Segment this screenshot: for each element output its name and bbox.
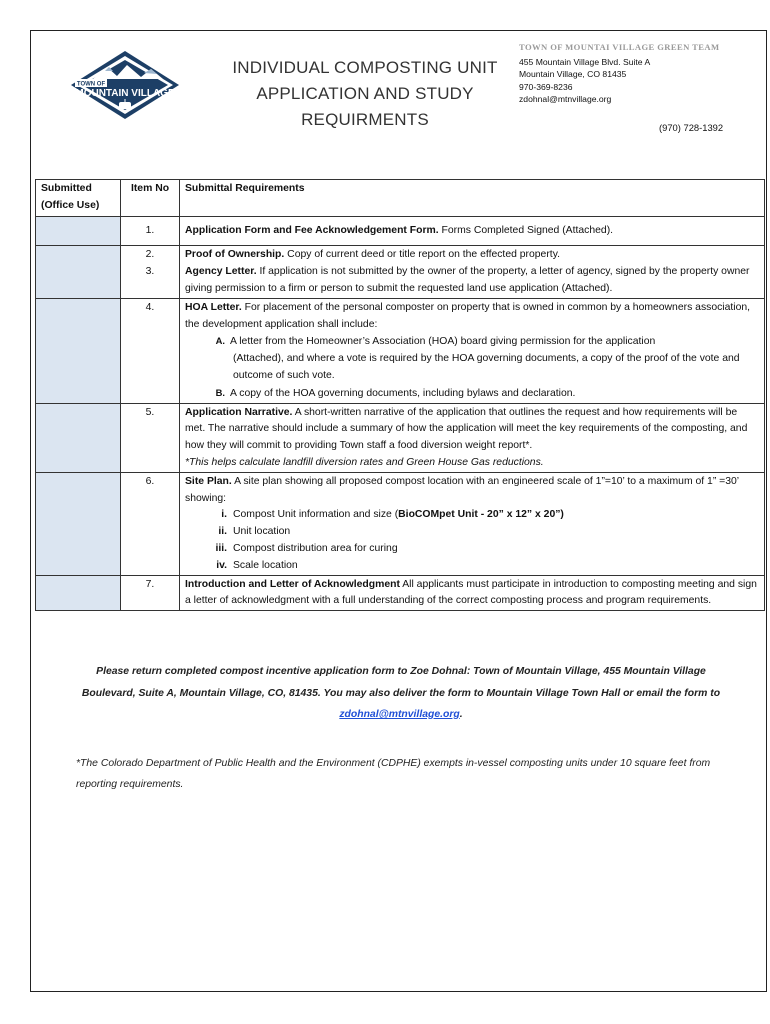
roman-label: iv.: [216, 559, 227, 571]
requirement-text: [180, 216, 765, 246]
roman-text: Compost distribution area for curing: [233, 542, 398, 554]
item-number: 6.: [121, 472, 180, 575]
title-line-3: REQUIRMENTS: [301, 110, 429, 129]
sub-item-text: A copy of the HOA governing documents, including bylaws and declaration.: [230, 387, 576, 399]
sub-item-continued: (Attached), and where a vote is required by the HOA governing documents, a copy of the proof of the vote and outcome of such vote.: [233, 353, 740, 381]
requirement-text: [180, 403, 765, 472]
table-row: [36, 472, 765, 575]
roman-text: Unit location: [233, 526, 291, 538]
item-number-2: 2.: [145, 249, 155, 261]
contact-block: [519, 41, 720, 106]
email-link[interactable]: zdohnal@mtnvillage.org: [339, 709, 460, 720]
town-logo: [69, 49, 181, 121]
item-number: [121, 246, 180, 298]
requirement-text: [180, 575, 765, 611]
requirement-body: All applicants must participate in introduction to composting meeting and sign a letter of acknowledgment with a full understanding of the correct composting process and program requirements.: [185, 578, 757, 607]
roman-item: [185, 541, 759, 558]
sub-item: [185, 385, 759, 403]
office-use-checkbox[interactable]: [36, 403, 121, 472]
contact-address-2: Mountain Village, CO 81435: [519, 69, 627, 79]
return-end: .: [459, 709, 463, 720]
roman-label: iii.: [215, 542, 227, 554]
requirement-body: For placement of the personal composter on property that is owned in common by a homeowners association, the development application shall include:: [185, 301, 751, 330]
return-instructions: [71, 661, 731, 726]
table-row: [36, 246, 765, 298]
roman-item: [185, 507, 759, 524]
item-number: 5.: [121, 403, 180, 472]
requirement-body: Copy of current deed or title report on the effected property.: [284, 249, 560, 261]
roman-item: [185, 558, 759, 575]
requirement-body: If application is not submitted by the owner of the property, a letter of agency, signed by the property owner giving permission to a firm or person to submit the requested land use application (Attached).: [185, 266, 750, 294]
logo-top-text: TOWN OF: [76, 81, 106, 88]
requirement-title: Proof of Ownership.: [185, 249, 285, 261]
requirement-2: [185, 247, 759, 264]
requirement-text: [180, 472, 765, 575]
item-number-3: 3.: [145, 266, 155, 278]
title-line-1: INDIVIDUAL COMPOSTING UNIT: [232, 58, 498, 77]
office-use-checkbox[interactable]: [36, 575, 121, 611]
table-header-row: [36, 180, 765, 217]
roman-text: Compost Unit information and size (: [233, 509, 399, 521]
roman-label: ii.: [218, 526, 227, 538]
header-item-no: Item No: [121, 180, 180, 217]
office-use-checkbox[interactable]: [36, 246, 121, 298]
requirement-body: A site plan showing all proposed compost location with an engineered scale of 1”=10’ to a maximum of 1” =30’ showing:: [185, 475, 739, 504]
contact-phone: 970-369-8236: [519, 81, 573, 92]
requirement-title: Application Form and Fee Acknowledgement Form.: [185, 224, 439, 236]
contact-email: zdohnal@mtnvillage.org: [519, 94, 612, 104]
contact-org: TOWN OF MOUNTAI VILLAGE GREEN TEAM: [519, 42, 720, 52]
sub-item-label: B.: [215, 386, 225, 398]
office-use-checkbox[interactable]: [36, 216, 121, 246]
requirement-title: Introduction and Letter of Acknowledgment: [185, 578, 400, 590]
sub-item: [185, 333, 759, 351]
sub-item-label: A.: [215, 335, 225, 347]
table-row: [36, 298, 765, 403]
requirement-title: Application Narrative.: [185, 406, 293, 418]
table-row: [36, 216, 765, 246]
return-text: Please return completed compost incentive application form to Zoe Dohnal: Town of Mountain Village, 455 Mountain Village Boulevard, Suite A, Mountain Village, CO, 81435. You may also deliver the form to Mountain Village Town Hall or email the form to: [81, 666, 721, 699]
item-number: 4.: [121, 298, 180, 403]
table-row: [36, 575, 765, 611]
document-page: [30, 30, 767, 992]
requirement-body: Forms Completed Signed (Attached).: [438, 224, 614, 236]
document-title: [227, 55, 503, 133]
requirement-title: HOA Letter.: [185, 301, 242, 313]
office-use-checkbox[interactable]: [36, 472, 121, 575]
roman-text: Scale location: [233, 559, 298, 571]
title-line-2: APPLICATION AND STUDY: [256, 84, 474, 103]
contact-address-1: 455 Mountain Village Blvd. Suite A: [519, 56, 651, 67]
item-number: 7.: [121, 575, 180, 611]
header-requirements: Submittal Requirements: [180, 180, 765, 217]
table-row: [36, 403, 765, 472]
office-use-checkbox[interactable]: [36, 298, 121, 403]
cdphe-footnote: *The Colorado Department of Public Health and the Environment (CDPHE) exempts in-vessel composting units under 10 square feet from reporting requirements.: [76, 758, 711, 790]
requirement-title: Site Plan.: [185, 475, 232, 487]
item-number: 1.: [121, 216, 180, 246]
requirements-table: [35, 179, 765, 611]
requirement-title: Agency Letter.: [185, 266, 257, 278]
requirement-3: [185, 264, 759, 298]
roman-label: i.: [221, 509, 227, 521]
roman-bold: BioCOMpet Unit - 20” x 12” x 20”): [398, 509, 564, 521]
requirement-body: A short-written narrative of the application that outlines the request and how requirements will be met. The narrative should include a summary of how the application will meet the key requirements of the composting, and how they will commit to providing Town staff a food diversion weight report*.: [185, 406, 748, 452]
logo-main-text: MOUNTAIN VILLAGE: [75, 88, 175, 99]
sub-item-text: A letter from the Homeowner’s Association (HOA) board giving permission for the application: [230, 336, 656, 348]
roman-item: [185, 524, 759, 541]
requirement-text: [180, 246, 765, 298]
secondary-phone: (970) 728-1392: [659, 122, 724, 133]
header-submitted: Submitted (Office Use): [36, 180, 121, 217]
requirement-text: [180, 298, 765, 403]
requirement-note: *This helps calculate landfill diversion rates and Green House Gas reductions.: [185, 456, 544, 468]
